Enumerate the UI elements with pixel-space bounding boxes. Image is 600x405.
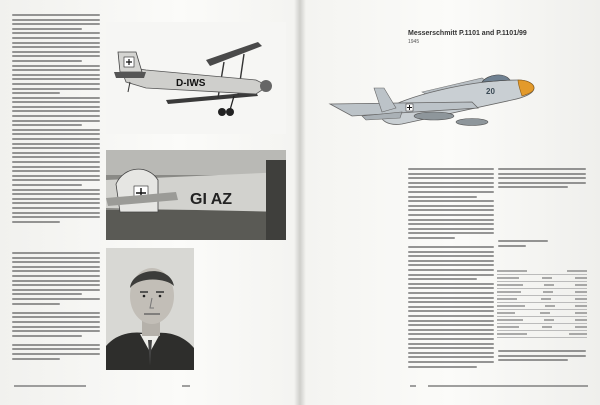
- right-page-number: [410, 385, 416, 387]
- right-footer: [428, 385, 588, 387]
- tail-code: GI AZ: [190, 191, 233, 208]
- article-title: Messerschmitt P.1101 and P.1101/99: [408, 30, 527, 37]
- specifications-table: [497, 268, 587, 338]
- right-text-column-1: [408, 168, 494, 370]
- svg-text:20: 20: [486, 87, 495, 96]
- left-caption-column: [12, 252, 100, 362]
- portrait-photo: [106, 248, 194, 370]
- left-page-number: [182, 385, 190, 387]
- jet-illustration: [322, 58, 554, 142]
- biplane-photo: [106, 22, 286, 134]
- article-subtitle: 1945: [408, 39, 420, 45]
- right-caption: [498, 168, 586, 191]
- left-page: [0, 0, 299, 405]
- table-footnote: [498, 350, 586, 364]
- biplane-registration: D-IWS: [176, 78, 206, 89]
- left-footer: [14, 385, 86, 387]
- table-heading: [498, 240, 548, 249]
- left-text-column: [12, 14, 100, 225]
- tail-photo: [106, 150, 286, 240]
